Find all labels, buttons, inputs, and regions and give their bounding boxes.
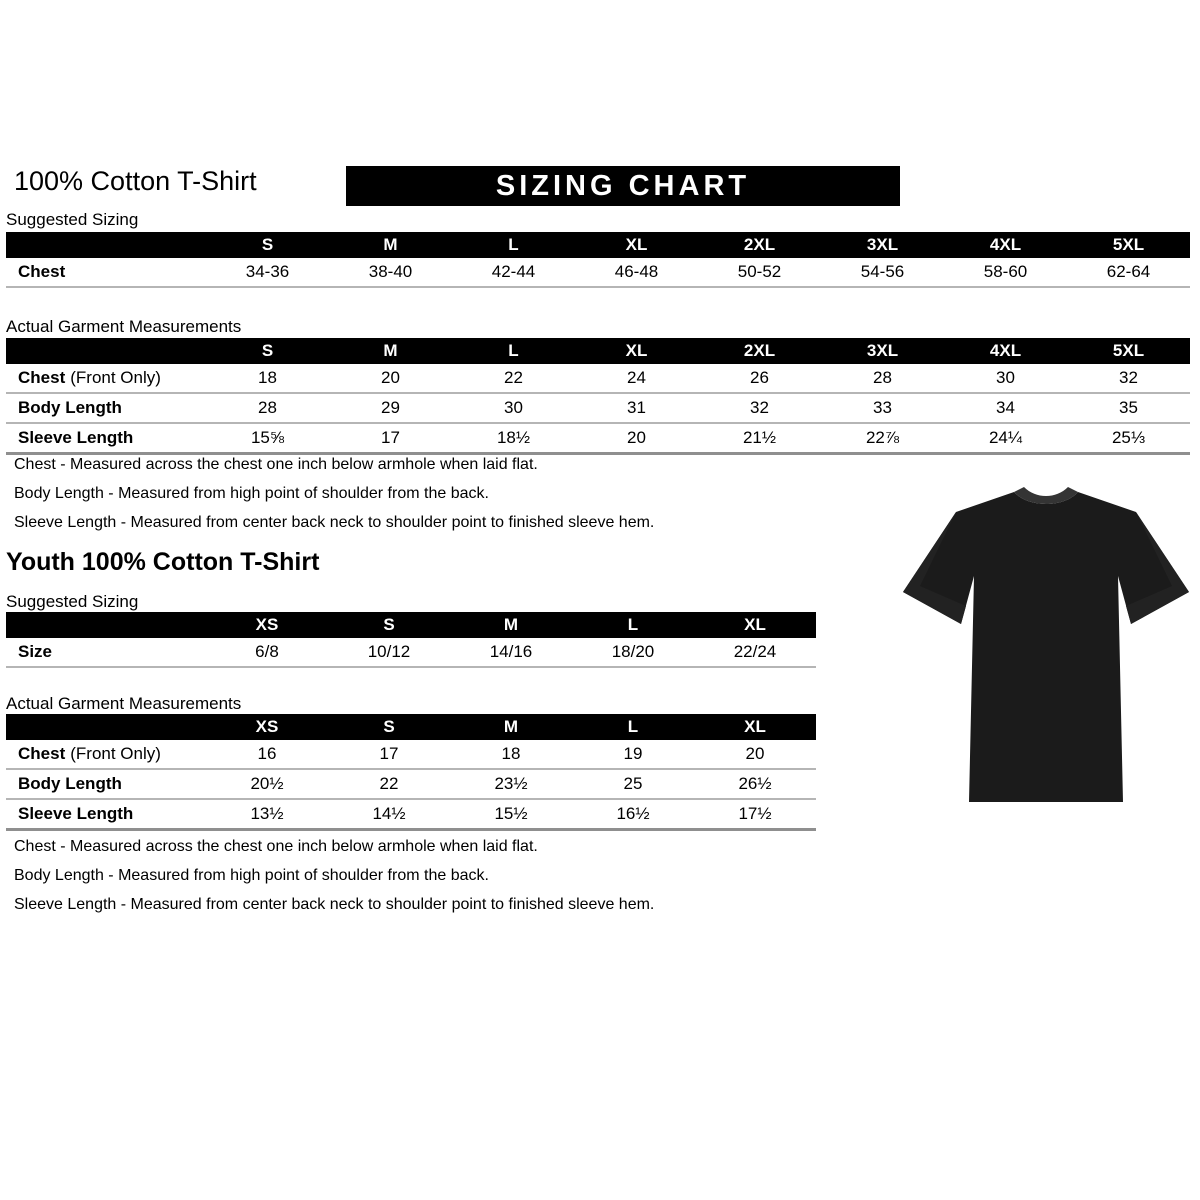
row-label-cell: Chest (6, 258, 206, 287)
value-cell: 50-52 (698, 258, 821, 287)
size-header-cell: L (452, 338, 575, 364)
adult-actual-measurements-label: Actual Garment Measurements (6, 317, 242, 336)
row-label-suffix: (Front Only) (70, 744, 161, 763)
value-cell: 25⅓ (1067, 423, 1190, 454)
measurement-note: Body Length - Measured from high point of shoulder from the back. (14, 867, 489, 884)
sizing-chart-banner: SIZING CHART (346, 166, 900, 206)
adult-suggested-sizing-table (6, 232, 1190, 288)
table-row (6, 393, 1190, 423)
size-header-cell: 4XL (944, 232, 1067, 258)
table-header-row (6, 338, 1190, 364)
value-cell: 28 (206, 393, 329, 423)
table-row (6, 799, 816, 830)
size-header-cell: S (328, 612, 450, 638)
size-header-cell: 3XL (821, 338, 944, 364)
table-corner-cell (6, 612, 206, 638)
value-cell: 14½ (328, 799, 450, 830)
value-cell: 35 (1067, 393, 1190, 423)
value-cell: 42-44 (452, 258, 575, 287)
size-header-cell: S (206, 232, 329, 258)
value-cell: 17 (329, 423, 452, 454)
value-cell: 18½ (452, 423, 575, 454)
value-cell: 32 (698, 393, 821, 423)
youth-suggested-sizing-table (6, 612, 816, 668)
value-cell: 32 (1067, 364, 1190, 393)
table-row (6, 740, 816, 769)
size-header-cell: L (452, 232, 575, 258)
row-label: Chest (18, 744, 66, 763)
value-cell: 23½ (450, 769, 572, 799)
value-cell: 18 (206, 364, 329, 393)
size-header-cell: XS (206, 612, 328, 638)
size-header-cell: M (450, 714, 572, 740)
table-row (6, 423, 1190, 454)
value-cell: 21½ (698, 423, 821, 454)
row-label-cell (6, 740, 206, 769)
value-cell: 24 (575, 364, 698, 393)
value-cell: 29 (329, 393, 452, 423)
size-header-cell: S (328, 714, 450, 740)
size-header-cell: 5XL (1067, 232, 1190, 258)
row-label-cell: Sleeve Length (6, 423, 206, 454)
measurement-note: Sleeve Length - Measured from center back neck to shoulder point to finished sleeve hem. (14, 514, 655, 531)
adult-measurement-notes (14, 456, 654, 543)
value-cell: 15⅝ (206, 423, 329, 454)
table-corner-cell (6, 232, 206, 258)
table-header-row (6, 612, 816, 638)
value-cell: 30 (452, 393, 575, 423)
value-cell: 22 (452, 364, 575, 393)
value-cell: 22 (328, 769, 450, 799)
size-header-cell: M (329, 338, 452, 364)
size-header-cell: XL (575, 338, 698, 364)
value-cell: 22⅞ (821, 423, 944, 454)
measurement-note: Body Length - Measured from high point of shoulder from the back. (14, 485, 489, 502)
size-header-cell: XS (206, 714, 328, 740)
youth-actual-measurements-label: Actual Garment Measurements (6, 694, 242, 713)
value-cell: 28 (821, 364, 944, 393)
table-corner-cell (6, 714, 206, 740)
adult-suggested-sizing-label: Suggested Sizing (6, 210, 139, 229)
row-label-cell: Body Length (6, 393, 206, 423)
table-row (6, 364, 1190, 393)
value-cell: 17 (328, 740, 450, 769)
size-header-cell: 5XL (1067, 338, 1190, 364)
black-tshirt-image (896, 474, 1196, 816)
table-row (6, 258, 1190, 287)
measurement-note: Chest - Measured across the chest one inch below armhole when laid flat. (14, 838, 538, 855)
value-cell: 34-36 (206, 258, 329, 287)
size-header-cell: XL (694, 714, 816, 740)
table-header-row (6, 232, 1190, 258)
value-cell: 20 (694, 740, 816, 769)
value-cell: 30 (944, 364, 1067, 393)
row-label-cell: Size (6, 638, 206, 667)
youth-section-title: Youth 100% Cotton T-Shirt (6, 548, 320, 576)
size-header-cell: M (329, 232, 452, 258)
value-cell: 18/20 (572, 638, 694, 667)
value-cell: 26½ (694, 769, 816, 799)
value-cell: 33 (821, 393, 944, 423)
value-cell: 24¼ (944, 423, 1067, 454)
value-cell: 13½ (206, 799, 328, 830)
value-cell: 17½ (694, 799, 816, 830)
value-cell: 46-48 (575, 258, 698, 287)
size-header-cell: 2XL (698, 338, 821, 364)
value-cell: 16½ (572, 799, 694, 830)
value-cell: 31 (575, 393, 698, 423)
value-cell: 54-56 (821, 258, 944, 287)
table-header-row (6, 714, 816, 740)
measurement-note: Sleeve Length - Measured from center back neck to shoulder point to finished sleeve hem. (14, 896, 655, 913)
size-header-cell: L (572, 714, 694, 740)
value-cell: 25 (572, 769, 694, 799)
size-header-cell: 3XL (821, 232, 944, 258)
adult-actual-measurements-table (6, 338, 1190, 455)
youth-actual-measurements-table (6, 714, 816, 831)
size-header-cell: 4XL (944, 338, 1067, 364)
table-corner-cell (6, 338, 206, 364)
size-header-cell: 2XL (698, 232, 821, 258)
row-label: Chest (18, 368, 66, 387)
youth-suggested-sizing-label: Suggested Sizing (6, 592, 139, 611)
value-cell: 14/16 (450, 638, 572, 667)
value-cell: 62-64 (1067, 258, 1190, 287)
value-cell: 22/24 (694, 638, 816, 667)
value-cell: 16 (206, 740, 328, 769)
value-cell: 19 (572, 740, 694, 769)
value-cell: 20 (329, 364, 452, 393)
size-header-cell: S (206, 338, 329, 364)
row-label-cell: Body Length (6, 769, 206, 799)
value-cell: 26 (698, 364, 821, 393)
value-cell: 20 (575, 423, 698, 454)
value-cell: 6/8 (206, 638, 328, 667)
value-cell: 38-40 (329, 258, 452, 287)
row-label-suffix: (Front Only) (70, 368, 161, 387)
size-header-cell: XL (694, 612, 816, 638)
value-cell: 10/12 (328, 638, 450, 667)
size-header-cell: M (450, 612, 572, 638)
table-row (6, 769, 816, 799)
value-cell: 34 (944, 393, 1067, 423)
page-title: 100% Cotton T-Shirt (14, 166, 257, 196)
value-cell: 58-60 (944, 258, 1067, 287)
row-label-cell: Sleeve Length (6, 799, 206, 830)
value-cell: 15½ (450, 799, 572, 830)
measurement-note: Chest - Measured across the chest one inch below armhole when laid flat. (14, 456, 538, 473)
size-header-cell: L (572, 612, 694, 638)
table-row (6, 638, 816, 667)
row-label-cell (6, 364, 206, 393)
value-cell: 18 (450, 740, 572, 769)
value-cell: 20½ (206, 769, 328, 799)
youth-measurement-notes (14, 838, 654, 925)
size-header-cell: XL (575, 232, 698, 258)
